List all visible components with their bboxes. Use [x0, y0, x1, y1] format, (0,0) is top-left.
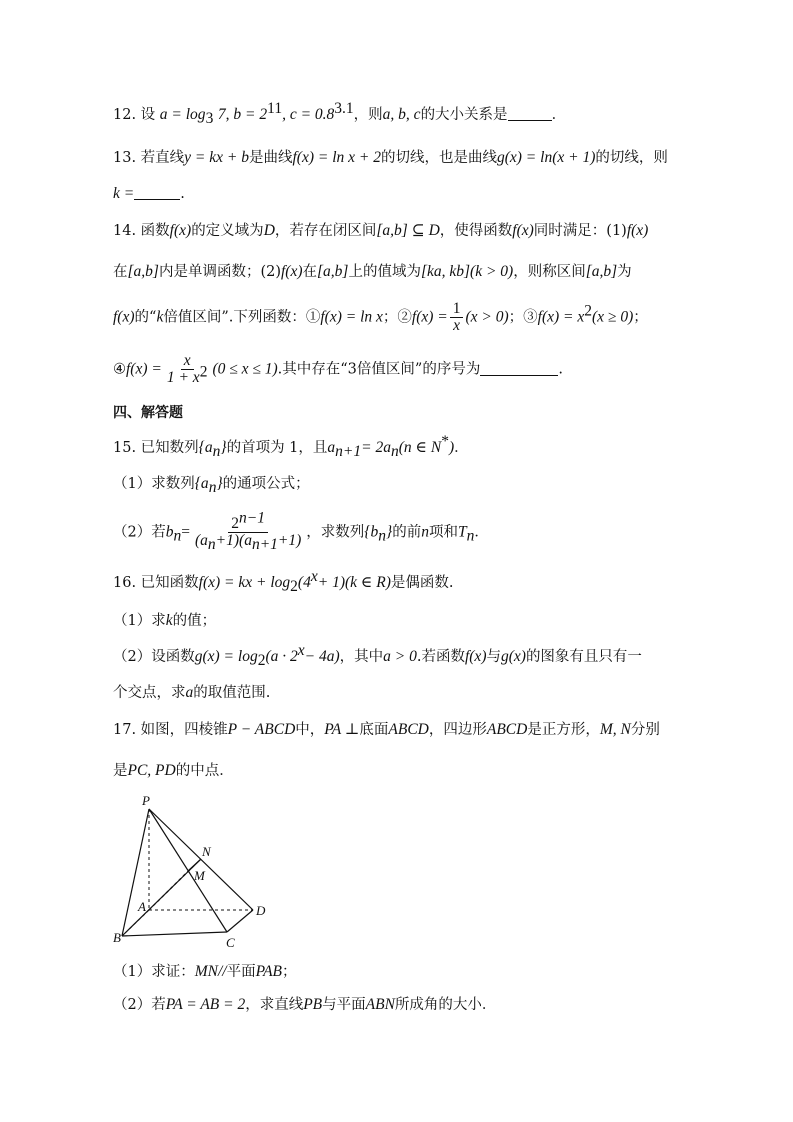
q14-math: (0 ≤ x ≤ 1) — [212, 360, 278, 378]
question-15-part-1 — [113, 473, 681, 495]
q13-text: 13. 若直线 — [113, 150, 185, 166]
pyramid-figure — [108, 792, 278, 952]
section-heading: 四、解答题 — [113, 405, 183, 421]
q12-math: a = log — [159, 106, 206, 123]
q12-math: , c = 0.8 — [282, 106, 335, 123]
question-12 — [113, 100, 681, 127]
q17-text: ； — [282, 964, 297, 980]
q13-text: 是曲线 — [248, 150, 293, 166]
q15-math: a — [327, 439, 336, 456]
question-16 — [113, 568, 681, 595]
q15-math: (n ∈ N — [398, 439, 442, 456]
q17-text: 是正方形， — [527, 722, 600, 738]
q17-text: （2）若 — [113, 997, 166, 1013]
q16-math: + 1)(k ∈ R) — [317, 574, 391, 591]
q14-math: f(x) — [626, 222, 649, 239]
answer-blank — [480, 361, 558, 376]
q17-text: 的中点． — [175, 763, 234, 779]
frac-num: 1 — [450, 301, 464, 318]
q15-sub: n — [390, 442, 399, 460]
frac-den: x — [453, 317, 461, 334]
q16-sup: x — [310, 568, 318, 586]
question-14-line-2 — [113, 261, 681, 283]
q16-text: （1）求 — [113, 613, 166, 629]
frac-den: 1 + x — [166, 369, 200, 386]
q14-text: 在 — [302, 264, 318, 280]
q17-text: 所成角的大小． — [394, 997, 497, 1013]
q15-text: ，求数列 — [306, 524, 365, 541]
q13-math: f(x) = ln x + 2 — [292, 149, 381, 166]
label-N: N — [202, 844, 211, 859]
q14-text: ；② — [382, 309, 412, 326]
q17-math: ABCD — [486, 721, 528, 738]
label-D: D — [256, 903, 266, 918]
frac-num: x — [181, 353, 194, 370]
q16-math: (a · 2 — [265, 648, 298, 665]
q14-math: [ka, kb](k > 0) — [420, 263, 514, 280]
q14-math: f(x) — [281, 263, 303, 280]
q17-text: ，四边形 — [428, 722, 487, 738]
q15-sub: n — [212, 442, 221, 460]
q14-text: ，若存在闭区间 — [274, 223, 377, 239]
label-C: C — [226, 935, 235, 950]
question-16-part-2 — [113, 642, 681, 669]
q14-sup: 2 — [584, 302, 593, 320]
q16-math: g(x) — [500, 648, 526, 665]
answer-blank — [508, 106, 552, 121]
q14-math: [a,b] — [127, 263, 159, 280]
q16-sup: x — [297, 642, 305, 660]
q17-math: PC, PD — [127, 762, 176, 779]
q14-text: .其中存在“3倍值区间”的序号为 — [277, 361, 481, 378]
q13-math: g(x) = ln(x + 1) — [496, 149, 596, 166]
q14-text: ，使得函数 — [439, 223, 513, 239]
q14-text: ，则称区间 — [513, 264, 586, 280]
q14-text: 在 — [113, 264, 128, 280]
q16-math: g(x) = log — [194, 648, 258, 665]
q13-text: 的切线，则 — [595, 150, 668, 166]
q14-math: f(x) = — [411, 308, 448, 326]
q17-text: 是 — [113, 763, 128, 779]
q15-text: （2）若 — [113, 524, 166, 541]
q17-text: ，求直线 — [245, 997, 304, 1013]
q17-math: M, N — [599, 721, 631, 738]
q14-math: [a,b] — [585, 263, 618, 280]
q14-math: f(x) = — [126, 360, 162, 378]
question-14-line-1 — [113, 220, 681, 242]
edge-PB — [122, 809, 149, 936]
q16-text: 的值； — [172, 613, 217, 629]
question-17-part-2 — [113, 994, 681, 1016]
q16-text: （2）设函数 — [113, 649, 195, 665]
q17-math: ABN — [365, 996, 395, 1013]
edge-CD — [227, 910, 253, 932]
q13-text: . — [180, 186, 185, 202]
frac-den: (a — [194, 532, 208, 549]
q15-math: = — [181, 523, 190, 541]
question-13 — [113, 147, 681, 169]
q15-text: （1）求数列 — [113, 476, 195, 492]
q16-math: f(x) — [464, 648, 487, 665]
q16-math: a — [185, 684, 194, 701]
q15-math: n — [421, 523, 429, 541]
q14-math: f(x) — [169, 222, 192, 239]
q15-math: } — [216, 475, 223, 492]
q17-text: 平面 — [226, 964, 256, 980]
q16-text: 的图象有且只有一 — [525, 649, 642, 665]
answer-blank — [134, 185, 180, 200]
frac-den-sup: 2 — [199, 363, 208, 381]
q17-math: PA = AB = 2 — [165, 996, 246, 1013]
q14-math: [a,b] ⊆ D — [376, 222, 440, 239]
q14-text: . — [558, 361, 563, 378]
q14-math: D — [263, 222, 275, 239]
q15-text: ． — [454, 440, 469, 456]
q17-text: 中， — [295, 722, 325, 738]
q16-text: ，其中 — [339, 649, 384, 665]
q16-math: k — [165, 612, 173, 629]
q15-sub: n — [378, 527, 386, 545]
q12-text: 的大小关系是 — [420, 107, 508, 123]
q15-sub: n — [466, 527, 475, 545]
question-15-part-2 — [113, 509, 681, 553]
question-17-part-1 — [113, 961, 681, 983]
q15-math: } — [220, 439, 227, 456]
q15-text: 的通项公式； — [222, 476, 310, 492]
q14-math: f(x) = x — [537, 308, 585, 326]
q17-math: PA ⊥ — [324, 721, 360, 738]
q12-text: ． — [551, 107, 567, 123]
frac-den-sub: n+1 — [251, 535, 278, 553]
q14-math: (x ≥ 0) — [592, 308, 634, 326]
q16-math: a > 0 — [383, 648, 417, 665]
q14-text: 14. 函数 — [113, 223, 170, 239]
q17-text: 分别 — [630, 722, 660, 738]
q15-sub: n — [173, 527, 182, 545]
q13-text: 的切线，也是曲线 — [380, 150, 497, 166]
q16-text: .若函数 — [416, 649, 465, 665]
q14-text: ； — [633, 309, 648, 326]
question-14-line-3 — [113, 301, 681, 334]
fraction-bn — [192, 509, 304, 553]
question-16-part-2-cont — [113, 682, 681, 704]
q15-math: {a — [194, 475, 209, 492]
q15-math: {b — [364, 523, 379, 541]
question-16-part-1 — [113, 610, 681, 632]
q15-sub: n — [208, 478, 217, 496]
q12-sub: 3 — [205, 109, 214, 127]
frac-den: +1) — [277, 532, 302, 549]
q15-text: 的前 — [392, 524, 422, 541]
q16-sub: 2 — [290, 577, 298, 595]
q15-math: T — [457, 523, 467, 541]
q15-math: ) — [448, 439, 455, 456]
question-17 — [113, 719, 681, 741]
q15-text: 的首项为 1，且 — [226, 440, 328, 456]
q12-text: ，则 — [353, 107, 383, 123]
q14-math: [a,b] — [317, 263, 349, 280]
label-B: B — [113, 930, 121, 945]
q17-text: 底面 — [359, 722, 389, 738]
q15-text: 项和 — [428, 524, 458, 541]
q17-math: MN// — [194, 963, 227, 980]
q12-sup: 11 — [267, 100, 283, 118]
q14-text: 同时满足：(1) — [533, 223, 627, 239]
q17-text: 与平面 — [322, 997, 366, 1013]
q14-text: 的“ — [134, 309, 157, 326]
q12-sup: 3.1 — [334, 100, 354, 118]
q14-math: f(x) — [113, 308, 135, 326]
q14-text: 倍值区间”.下列函数：① — [163, 309, 321, 326]
q15-text: ． — [474, 524, 489, 541]
q12-math: 7, b = 2 — [217, 106, 268, 123]
q14-text: ；③ — [508, 309, 538, 326]
q16-text: 的取值范围. — [193, 685, 271, 701]
q16-math: (4 — [297, 574, 311, 591]
q17-text: 17. 如图，四棱锥 — [113, 722, 228, 738]
fraction-x-over-1-plus-x2 — [164, 353, 211, 386]
q16-text: 是偶函数. — [390, 575, 454, 591]
question-15 — [113, 433, 681, 460]
frac-num: 2 — [231, 515, 240, 532]
q17-math: PB — [303, 996, 323, 1013]
question-13-cont — [113, 183, 681, 205]
label-M: M — [194, 868, 205, 883]
q13-math: y = kx + b — [184, 149, 249, 166]
q15-sub: n+1 — [335, 442, 362, 460]
q14-math: (x > 0) — [465, 308, 509, 326]
q12-math: a, b, c — [382, 106, 421, 123]
q17-math: ABCD — [388, 721, 429, 738]
fraction-1-over-x — [450, 301, 464, 334]
q12-text: 12. 设 — [113, 107, 156, 123]
q13-math: k = — [113, 185, 135, 202]
q17-math: PAB — [255, 963, 283, 980]
q16-math: − 4a) — [304, 648, 340, 665]
frac-den: +1)(a — [215, 532, 252, 549]
q16-text: 与 — [486, 649, 501, 665]
edge-BC — [122, 932, 227, 936]
q15-math: b — [165, 523, 174, 541]
q14-math: f(x) = ln x — [320, 308, 383, 326]
label-A: A — [138, 899, 146, 914]
label-P: P — [142, 793, 150, 808]
question-17-cont — [113, 760, 681, 782]
frac-num-sup: n−1 — [239, 509, 265, 527]
q15-math: = 2a — [361, 439, 391, 456]
q15-text: 15. 已知数列 — [113, 440, 199, 456]
q15-sup: * — [441, 433, 449, 451]
q14-text: 内是单调函数；(2) — [158, 264, 281, 280]
frac-den-sub: n — [207, 535, 216, 553]
q15-math: {a — [198, 439, 213, 456]
q16-text: 个交点，求 — [113, 685, 186, 701]
q14-math: f(x) — [512, 222, 534, 239]
q15-math: } — [386, 523, 393, 541]
q14-text: 的定义域为 — [191, 223, 264, 239]
q17-math: P − ABCD — [227, 721, 296, 738]
q14-text: ④ — [113, 361, 126, 378]
q16-sub: 2 — [257, 651, 266, 669]
q14-text: 上的值域为 — [348, 264, 421, 280]
q16-math: f(x) = kx + log — [198, 574, 291, 591]
q14-text: 为 — [617, 264, 632, 280]
q16-text: 16. 已知函数 — [113, 575, 199, 591]
q17-text: （1）求证： — [113, 964, 195, 980]
question-14-line-4 — [113, 353, 681, 386]
q14-math: k — [156, 308, 164, 326]
